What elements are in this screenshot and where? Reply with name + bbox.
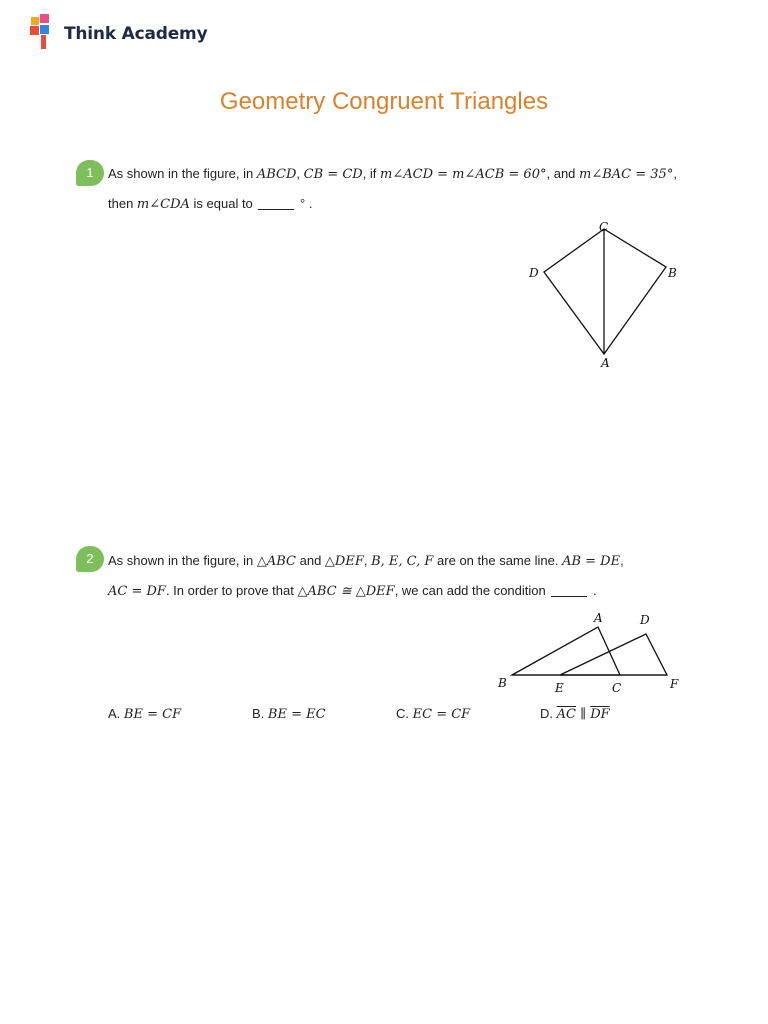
- question-2-triangles-figure: [490, 608, 690, 700]
- question-2-line-2: AC = DF. In order to prove that △ABC ≅ △DEF, we can add the condition .: [108, 583, 597, 599]
- choice-a[interactable]: A. BE = CF: [108, 706, 182, 722]
- label-d: D: [640, 613, 650, 627]
- label-f: F: [670, 677, 679, 691]
- label-b: B: [668, 266, 677, 280]
- label-d: D: [529, 266, 539, 280]
- label-a: A: [601, 356, 610, 370]
- think-academy-logo-mark-icon: [28, 14, 58, 54]
- question-1-badge: 1: [76, 160, 104, 186]
- answer-blank[interactable]: [258, 197, 294, 210]
- label-e: E: [555, 681, 564, 695]
- choice-b[interactable]: B. BE = EC: [252, 706, 326, 722]
- question-2-badge: 2: [76, 546, 104, 572]
- question-1-line-2: then m∠CDA is equal to ° .: [108, 196, 313, 212]
- brand-name: Think Academy: [64, 24, 208, 44]
- triangle-def: [560, 634, 667, 675]
- kite-outline: [544, 229, 666, 354]
- triangle-abc: [512, 627, 620, 675]
- page-title: Geometry Congruent Triangles: [219, 88, 549, 115]
- choice-c[interactable]: C. EC = CF: [396, 706, 471, 722]
- choice-d[interactable]: D. $\overline{AC}$ ∥ $\overline{DF}$: [540, 706, 610, 722]
- answer-blank[interactable]: [551, 584, 587, 597]
- label-c: C: [599, 220, 609, 234]
- label-b: B: [498, 676, 507, 690]
- label-c: C: [612, 681, 622, 695]
- question-1-line-1: As shown in the figure, in ABCD, CB = CD, if m∠ACD = m∠ACB = 60°, and m∠BAC = 35°,: [108, 166, 677, 182]
- question-2-line-1: As shown in the figure, in △ABC and △DEF, B, E, C, F are on the same line. AB = DE,: [108, 553, 624, 569]
- question-1-kite-figure: [520, 215, 690, 375]
- label-a: A: [594, 611, 603, 625]
